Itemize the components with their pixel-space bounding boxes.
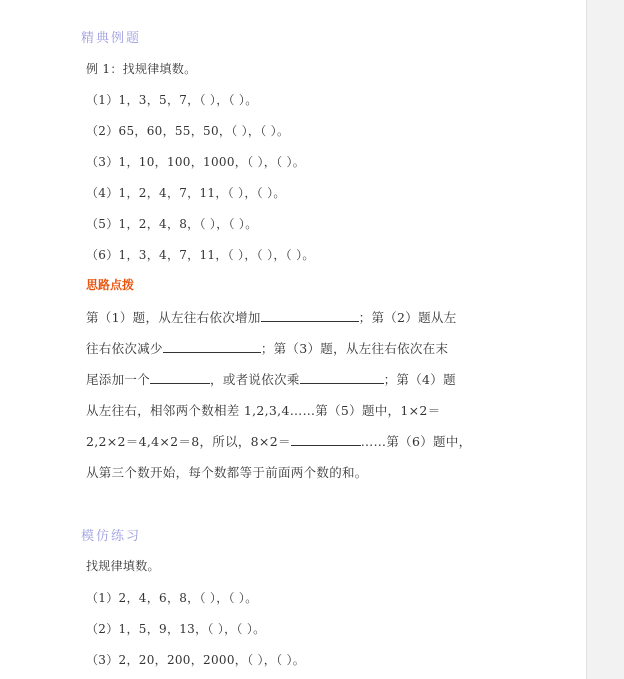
answer-blank <box>291 433 361 446</box>
answer-blank <box>261 309 359 322</box>
hint-line-6 <box>86 463 368 481</box>
side-panel <box>586 0 624 679</box>
example-item-3: （3）1，10，100，1000，（ ），（ ）。 <box>86 155 306 169</box>
hint-text: ；第（2）题从左 <box>358 310 457 325</box>
practice-item-2: （2）1，5，9，13，（ ），（ ）。 <box>86 622 266 636</box>
hint-text: ，或者说依次乘 <box>210 372 300 387</box>
hint-text: 2,2×2＝4,4×2＝8，所以，8×2＝ <box>86 434 291 449</box>
answer-blank <box>300 371 384 384</box>
example-item-5: （5）1，2，4，8，（ ），（ ）。 <box>86 217 258 231</box>
example-item-6: （6）1，3，4，7，11，（ ），（ ），（ ）。 <box>86 248 315 262</box>
hint-text: 从左往右，相邻两个数相差 1,2,3,4……第（5）题中，1×2＝ <box>86 403 441 418</box>
answer-blank <box>163 340 261 353</box>
example-intro: 例 1：找规律填数。 <box>86 62 197 76</box>
answer-blank <box>150 371 210 384</box>
hint-line-4 <box>86 401 440 419</box>
practice-intro: 找规律填数。 <box>86 559 160 573</box>
hint-text: ；第（4）题 <box>383 372 456 387</box>
hint-text: 尾添加一个 <box>86 372 151 387</box>
practice-item-1: （1）2，4，6，8，（ ），（ ）。 <box>86 591 258 605</box>
hint-text: ……第（6）题中， <box>360 434 472 449</box>
hint-text: 往右依次减少 <box>86 341 163 356</box>
section-title-practice: 模仿练习 <box>81 529 142 544</box>
example-item-4: （4）1，2，4，7，11，（ ），（ ）。 <box>86 186 286 200</box>
hint-text: ；第（3）题，从左往右依次在末 <box>260 341 449 356</box>
hint-text: 从第三个数开始，每个数都等于前面两个数的和。 <box>86 465 368 480</box>
hint-line-5 <box>86 432 471 450</box>
hint-title: 思路点拨 <box>86 278 135 292</box>
example-item-2: （2）65，60，55，50，（ ），（ ）。 <box>86 124 290 138</box>
example-item-1: （1）1，3，5，7，（ ），（ ）。 <box>86 93 258 107</box>
hint-line-1 <box>86 308 457 326</box>
hint-text: 第（1）题，从左往右依次增加 <box>86 310 261 325</box>
hint-line-3 <box>86 370 456 388</box>
hint-line-2 <box>86 339 448 357</box>
section-title-examples: 精典例题 <box>81 31 142 46</box>
practice-item-3: （3）2，20，200，2000，（ ），（ ）。 <box>86 653 306 667</box>
